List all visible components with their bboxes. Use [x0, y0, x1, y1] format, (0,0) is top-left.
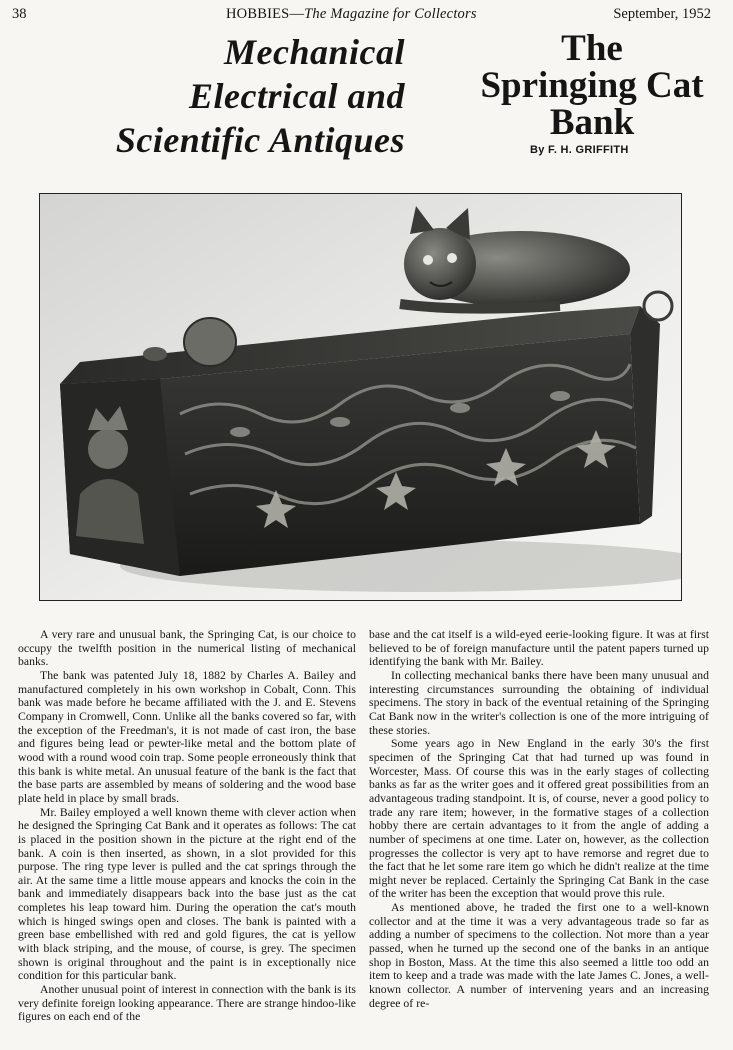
mouse	[143, 347, 167, 361]
byline: By F. H. GRIFFITH	[530, 144, 629, 156]
article-title	[462, 30, 722, 141]
paragraph: Mr. Bailey employed a well known theme with clever action when he designed the Springing Cat Bank and it operates as follows: The cat is placed in the position shown in the picture at the right end of the bank. A coin is then inserted, as shown, in a slot provided for this purpose. The ring type lever is pulled and the cat springs through the air. At the same time a little mouse appears and knocks the coin in the bank and immediately disappears back into the base just as the cat completes his leap toward him. During the operation the cat's mouth which is hinged swings open and closes. The bank is painted with a green base embellished with red and gold figures, the cat is yellow with black striping, and the mouse, of course, is grey. The specimen shown is original throughout and the paint is in exceptionally nice condition for this particular bank.	[18, 805, 356, 983]
magazine-title: HOBBIES—The Magazine for Collectors	[226, 6, 477, 22]
bank-photo	[39, 193, 682, 601]
coin	[184, 318, 236, 366]
magazine-subtitle: The Magazine for Collectors	[304, 6, 477, 22]
issue-date: September, 1952	[613, 6, 711, 22]
article-title-line-3: Bank	[549, 102, 635, 143]
running-head	[12, 4, 711, 24]
section-title	[60, 30, 405, 162]
springing-cat-bank-illustration	[40, 194, 681, 600]
section-title-line-1: Mechanical	[224, 32, 405, 72]
article-title-line-2: Springing Cat	[480, 65, 704, 106]
paragraph: The bank was patented July 18, 1882 by Charles A. Bailey and manufactured completely in his own workshop in Cobalt, Conn. This bank was made before he became affiliated with the J. and E. Stevens Company in Cromwell, Conn. Unlike all the banks covered so far, with the exception of the Freedman's, it is not made of cast iron, the base and figures being lead or pewter-like metal and the bottom plate of wood with a round wood coin trap. Some people erroneously think that this bank is white metal. An unusual feature of the bank is the fact that the base parts are assembled by means of soldering and the wood base plate held in place by small brads.	[18, 668, 356, 805]
article-title-line-1: The	[561, 28, 623, 69]
paragraph: Another unusual point of interest in connection with the bank is its very definite foreign looking appearance. There are strange hindoo-like figures on each end of the	[18, 983, 356, 1024]
paragraph: As mentioned above, he traded the first one to a well-known collector and at the time it was a very advantageous trade so far as adding a number of specimens to the collection. Not more than a year passed, when he turned up the second one of the banks in an antique shop in Boston, Mass. At the time this also seemed a little too odd an item to keep and a trade was made with the late James C. Jones, a well-known collector. A number of intervening years and an increasing degree of re-	[369, 901, 709, 1010]
paragraph: A very rare and unusual bank, the Springing Cat, is our choice to occupy the twelfth position in the numerical listing of mechanical banks.	[18, 628, 356, 669]
paragraph: base and the cat itself is a wild-eyed eerie-looking figure. It was at first believed to be of foreign manufacture until the patent papers turned up identifying the bank with Mr. Bailey.	[369, 628, 709, 669]
magazine-name: HOBBIES	[226, 6, 290, 22]
article-column-left	[18, 628, 356, 1024]
paragraph: In collecting mechanical banks there have been many unusual and interesting circumstances surrounding the obtaining of individual specimens. The story in back of the eventual retaining of the Springing Cat Bank now in the writer's collection is one of the more intriguing of these stories.	[369, 668, 709, 737]
section-title-line-2: Electrical and	[189, 76, 405, 116]
hindoo-figure-head	[88, 429, 128, 469]
article-column-right	[369, 628, 709, 1010]
page-number: 38	[12, 6, 27, 22]
paragraph: Some years ago in New England in the early 30's the first specimen of the Springing Cat that had turned up was found in Worcester, Mass. Of course this was in the early stages of collecting banks as far as the writer goes and it offered great possibilities from an advantageous trading standpoint. It is, of course, never a good policy to trade any rare item; however, in the formative stages of a collection hobby there are certain advantages to it from the angle of adding a number of specimens at one time. Later on, however, as the collection progresses the collector is very apt to have remorse and regret due to the fact that he let some rare item go which he didn't realize at the time might never be replaced. Certainly the Springing Cat Bank in the case of the writer has been the exception that would prove this rule.	[369, 737, 709, 901]
section-title-line-3: Scientific Antiques	[115, 120, 405, 160]
